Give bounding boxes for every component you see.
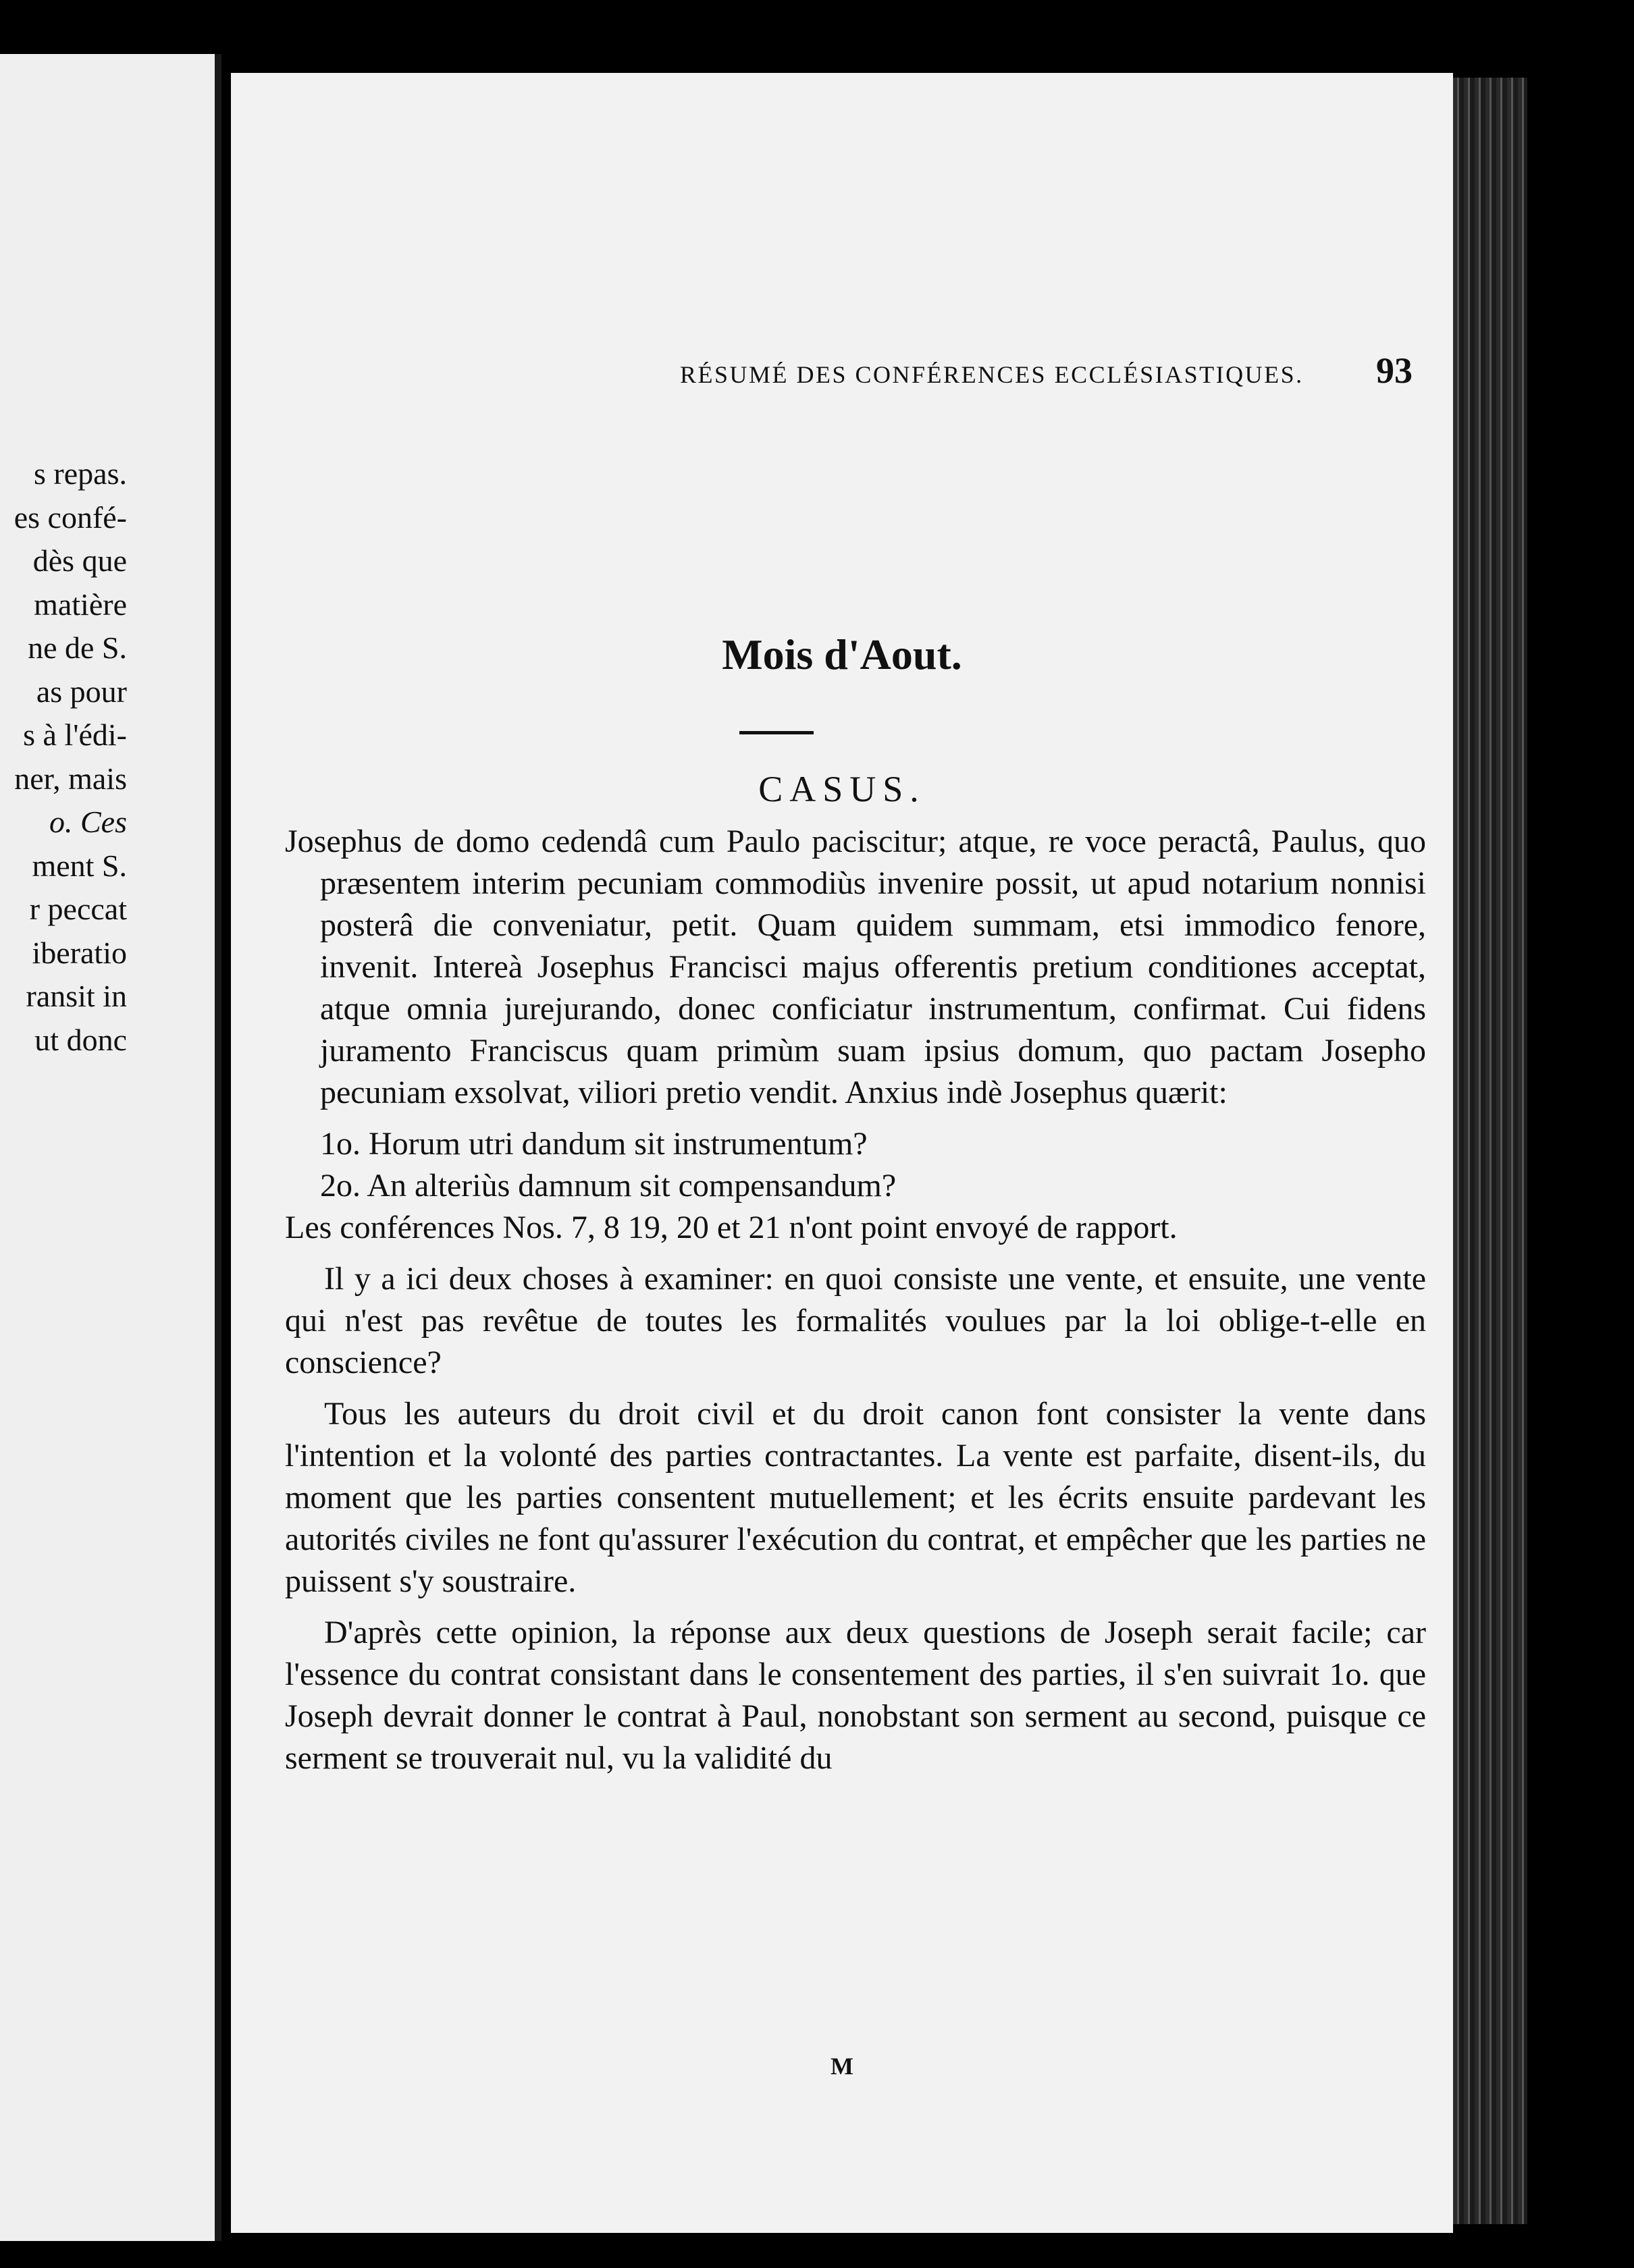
facing-page-text — [5, 452, 127, 1062]
facing-line: s à l'édi- — [23, 718, 127, 752]
running-header — [454, 350, 1413, 392]
section-title: CASUS. — [758, 769, 926, 809]
facing-line: ner, mais — [14, 761, 127, 796]
paragraph: Il y a ici deux choses à examiner: en quoi consiste une vente, et ensuite, une vente qui n'est pas revêtue de toutes les formalités voulues par la loi oblige-t-elle en conscience? — [285, 1261, 1426, 1380]
facing-page — [0, 54, 221, 2241]
facing-line: ransit in — [26, 979, 127, 1013]
signature-mark: M — [831, 2053, 853, 2080]
facing-line: ut donc — [34, 1022, 127, 1057]
chapter-title: Mois d'Aout. — [722, 630, 962, 678]
facing-line: r peccat — [29, 892, 127, 926]
book-page — [231, 73, 1453, 2233]
paragraph: Tous les auteurs du droit civil et du droit canon font consister la vente dans l'intention et la volonté des parties contractantes. La vente est parfaite, disent-ils, du moment que les parties consentent mutuellement; et les écrits ensuite pardevant les autorités civiles ne font qu'assurer l'exécution du contrat, et empêcher que les parties ne puissent s'y soustraire. — [285, 1396, 1426, 1599]
running-title: RÉSUMÉ DES CONFÉRENCES ECCLÉSIASTIQUES. — [680, 361, 1304, 388]
facing-line: as pour — [36, 674, 127, 709]
body-text — [285, 821, 1426, 1789]
question-1: 1o. Horum utri dandum sit instrumentum? — [320, 1126, 868, 1162]
facing-line: iberatio — [32, 935, 127, 970]
casus-paragraph: Josephus de domo cedendâ cum Paulo paciscitur; atque, re voce peractâ, Paulus, quo præsentem interim pecuniam commodiùs invenire possit, ut apud notarium nonnisi posterâ die conveniatur, petit. Quam quidem summam, etsi immodico fenore, invenit. Intereà Josephus Francisci majus offerentis pretium conditiones acceptat, atque omnia jurejurando, donec conficiatur instrumentum, confirmat. Cui fidens juramento Franciscus quam primùm suam ipsius domum, quo pactam Josepho pecuniam exsolvat, viliori pretio vendit. Anxius indè Josephus quærit: — [285, 824, 1426, 1110]
paragraph: D'après cette opinion, la réponse aux deux questions de Joseph serait facile; car l'essence du contrat consistant dans le consentement des parties, il s'en suivrait 1o. que Joseph devrait donner le contrat à Paul, nonobstant son serment au second, puisque ce serment se trouverait nul, vu la validité du — [285, 1615, 1426, 1776]
facing-line: es confé- — [14, 500, 127, 535]
page-edges — [1453, 78, 1527, 2224]
facing-line: matière — [34, 587, 127, 622]
page-number: 93 — [1376, 350, 1413, 391]
question-2: 2o. An alteriùs damnum sit compensandum? — [320, 1168, 897, 1204]
paragraph: Les conférences Nos. 7, 8 19, 20 et 21 n'ont point envoyé de rapport. — [285, 1210, 1178, 1245]
facing-line: ne de S. — [28, 630, 127, 665]
title-rule — [739, 731, 814, 734]
facing-line: dès que — [32, 543, 127, 578]
facing-line: o. Ces — [49, 805, 127, 839]
facing-line: ment S. — [32, 848, 127, 883]
facing-line: s repas. — [34, 456, 127, 491]
